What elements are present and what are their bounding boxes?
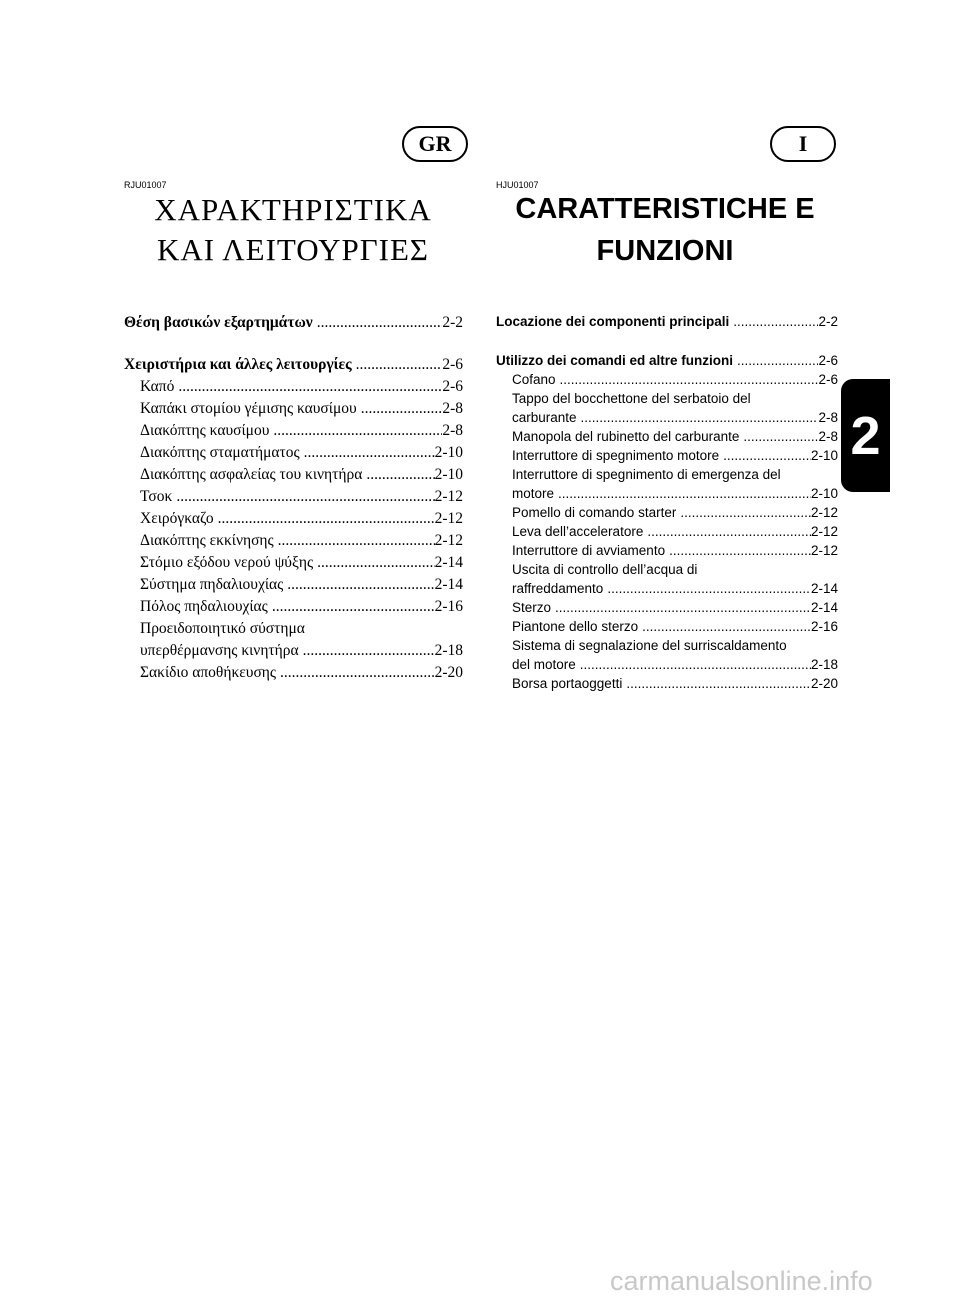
dot-leader xyxy=(576,655,811,674)
toc-entry-label: motore xyxy=(512,486,555,501)
toc-entry-line: Tappo del bocchettone del serbatoio del xyxy=(512,391,751,406)
dot-leader xyxy=(643,522,811,541)
toc-entry[interactable] xyxy=(496,408,838,427)
toc-entry[interactable] xyxy=(496,655,838,674)
toc-entry-label: del motore xyxy=(512,657,576,672)
toc-entry-page: 2-12 xyxy=(810,505,838,520)
toc-entry-label: Διακόπτης σταματήματος xyxy=(140,444,300,461)
watermark: carmanualsonline.info xyxy=(610,1266,873,1296)
toc-entry-line: Προειδοποιητικό σύστημα xyxy=(140,620,305,637)
toc-entry[interactable] xyxy=(496,674,838,693)
toc-entry-page: 2-8 xyxy=(442,400,463,417)
toc-entry-page: 2-2 xyxy=(442,314,463,331)
toc-entry-line: Sistema di segnalazione del surriscaldamento xyxy=(512,638,787,653)
dot-leader xyxy=(269,420,442,442)
chapter-title-i-line: FUNZIONI xyxy=(596,235,734,267)
toc-entry-label: Στόμιο εξόδου νερού ψύξης xyxy=(140,554,314,571)
dot-leader xyxy=(313,312,443,334)
chapter-title-gr-line: ΚΑΙ ΛΕΙΤΟΥΡΓΙΕΣ xyxy=(157,232,429,267)
toc-entry-page: 2-18 xyxy=(434,642,463,659)
toc-entry-page: 2-16 xyxy=(434,598,463,615)
toc-entry[interactable] xyxy=(496,446,838,465)
dot-leader xyxy=(276,662,435,684)
toc-entry[interactable] xyxy=(124,354,463,376)
toc-entry-label: υπερθέρμανσης κινητήρα xyxy=(140,642,299,659)
dot-leader xyxy=(719,446,811,465)
toc-entry-label: Χειρόγκαζο xyxy=(140,510,214,527)
toc-entry-label: Θέση βασικών εξαρτημάτων xyxy=(124,314,313,331)
dot-leader xyxy=(603,579,811,598)
toc-entry-page: 2-8 xyxy=(818,410,838,425)
toc-entry-page: 2-14 xyxy=(810,581,838,596)
toc-entry-label: Utilizzo dei comandi ed altre funzioni xyxy=(496,353,734,368)
dot-leader xyxy=(622,674,811,693)
section-code-gr: RJU01007 xyxy=(124,180,167,190)
dot-leader xyxy=(551,598,811,617)
toc-entry-label: Sterzo xyxy=(512,600,552,615)
toc-entry-line: Interruttore di spegnimento di emergenza del xyxy=(512,467,781,482)
dot-leader xyxy=(577,408,819,427)
dot-leader xyxy=(283,574,434,596)
dot-leader xyxy=(313,552,434,574)
dot-leader xyxy=(665,541,811,560)
toc-entry[interactable] xyxy=(496,484,838,503)
toc-entry[interactable] xyxy=(496,427,838,446)
dot-leader xyxy=(554,484,811,503)
toc-entry-page: 2-8 xyxy=(442,422,463,439)
toc-entry-page: 2-6 xyxy=(818,372,838,387)
toc-entry-label: Interruttore di spegnimento motore xyxy=(512,448,720,463)
toc-entry-label: Χειριστήρια και άλλες λειτουργίες xyxy=(124,356,352,373)
toc-entry-page: 2-10 xyxy=(810,486,838,501)
toc-entry[interactable] xyxy=(124,398,463,420)
toc-entry-page: 2-12 xyxy=(434,488,463,505)
toc-entry-page: 2-18 xyxy=(810,657,838,672)
toc-entry-page: 2-6 xyxy=(442,378,463,395)
toc-entry[interactable] xyxy=(124,312,463,334)
toc-entry[interactable] xyxy=(124,464,463,486)
section-code-i: HJU01007 xyxy=(496,180,539,190)
dot-leader xyxy=(268,596,435,618)
language-badge-i: I xyxy=(770,126,836,162)
chapter-title-gr xyxy=(118,190,468,270)
dot-leader xyxy=(638,617,811,636)
dot-leader xyxy=(352,354,443,376)
toc-entry[interactable] xyxy=(496,370,838,389)
toc-entry-page: 2-14 xyxy=(810,600,838,615)
toc-entry-page: 2-6 xyxy=(442,356,463,373)
chapter-title-gr-line: ΧΑΡΑΚΤΗΡΙΣΤΙΚΑ xyxy=(154,192,432,227)
toc-entry[interactable] xyxy=(124,442,463,464)
toc-entry-page: 2-10 xyxy=(810,448,838,463)
toc-entry-label: Locazione dei componenti principali xyxy=(496,314,730,329)
toc-entry-label: Interruttore di avviamento xyxy=(512,543,666,558)
toc-entry-label: carburante xyxy=(512,410,577,425)
dot-leader xyxy=(214,508,435,530)
toc-entry-label: Σύστημα πηδαλιουχίας xyxy=(140,576,284,593)
chapter-title-i-line: CARATTERISTICHE E xyxy=(515,193,815,225)
toc-entry[interactable] xyxy=(496,503,838,522)
toc-entry[interactable] xyxy=(496,351,838,370)
toc-entry[interactable] xyxy=(496,541,838,560)
dot-leader xyxy=(300,442,435,464)
toc-entry[interactable] xyxy=(124,508,463,530)
dot-leader xyxy=(556,370,819,389)
toc-i xyxy=(496,312,838,693)
toc-entry-page: 2-12 xyxy=(810,543,838,558)
toc-entry-label: Pomello di comando starter xyxy=(512,505,677,520)
toc-entry-page: 2-14 xyxy=(434,576,463,593)
dot-leader xyxy=(676,503,811,522)
toc-entry-page: 2-20 xyxy=(810,676,838,691)
toc-entry-label: Borsa portaoggetti xyxy=(512,676,623,691)
toc-entry-label: Καπάκι στομίου γέμισης καυσίμου xyxy=(140,400,357,417)
toc-entry[interactable] xyxy=(124,420,463,442)
toc-entry-page: 2-12 xyxy=(810,524,838,539)
toc-entry-page: 2-10 xyxy=(434,444,463,461)
toc-entry-page: 2-12 xyxy=(434,510,463,527)
language-badge-gr: GR xyxy=(402,126,468,162)
toc-entry[interactable] xyxy=(124,662,463,684)
toc-entry-label: Πόλος πηδαλιουχίας xyxy=(140,598,268,615)
toc-entry[interactable] xyxy=(124,552,463,574)
toc-entry-label: Cofano xyxy=(512,372,556,387)
dot-leader xyxy=(733,351,818,370)
toc-entry-page: 2-2 xyxy=(818,314,838,329)
toc-entry-page: 2-6 xyxy=(818,353,838,368)
chapter-title-i xyxy=(490,188,840,272)
toc-entry[interactable] xyxy=(496,598,838,617)
dot-leader xyxy=(362,464,434,486)
toc-entry[interactable] xyxy=(496,312,838,331)
toc-entry[interactable] xyxy=(124,596,463,618)
toc-entry[interactable] xyxy=(124,530,463,552)
dot-leader xyxy=(299,640,435,662)
toc-entry[interactable] xyxy=(124,486,463,508)
toc-entry-page: 2-20 xyxy=(434,664,463,681)
toc-entry-label: Διακόπτης εκκίνησης xyxy=(140,532,274,549)
toc-entry-label: raffreddamento xyxy=(512,581,604,596)
toc-entry-page: 2-8 xyxy=(818,429,838,444)
toc-entry[interactable] xyxy=(496,522,838,541)
dot-leader xyxy=(172,486,434,508)
chapter-tab: 2 xyxy=(841,379,890,492)
toc-entry[interactable] xyxy=(496,617,838,636)
toc-entry-label: Leva dell’acceleratore xyxy=(512,524,644,539)
toc-entry-label: Διακόπτης καυσίμου xyxy=(140,422,270,439)
toc-entry[interactable] xyxy=(124,376,463,398)
toc-entry[interactable] xyxy=(496,579,838,598)
toc-entry-page: 2-10 xyxy=(434,466,463,483)
toc-entry-page: 2-14 xyxy=(434,554,463,571)
toc-entry-label: Τσοκ xyxy=(140,488,173,505)
dot-leader xyxy=(729,312,818,331)
toc-entry-label: Διακόπτης ασφαλείας του κινητήρα xyxy=(140,466,363,483)
dot-leader xyxy=(739,427,818,446)
dot-leader xyxy=(357,398,443,420)
toc-entry-label: Καπό xyxy=(140,378,175,395)
dot-leader xyxy=(274,530,435,552)
toc-entry-page: 2-12 xyxy=(434,532,463,549)
toc-entry[interactable] xyxy=(124,574,463,596)
toc-entry-line: Uscita di controllo dell’acqua di xyxy=(512,562,698,577)
toc-gr xyxy=(124,312,463,684)
toc-entry-label: Σακίδιο αποθήκευσης xyxy=(140,664,277,681)
toc-entry-page: 2-16 xyxy=(810,619,838,634)
toc-entry-label: Piantone dello sterzo xyxy=(512,619,639,634)
toc-entry[interactable] xyxy=(124,640,463,662)
toc-entry-label: Manopola del rubinetto del carburante xyxy=(512,429,740,444)
dot-leader xyxy=(174,376,442,398)
